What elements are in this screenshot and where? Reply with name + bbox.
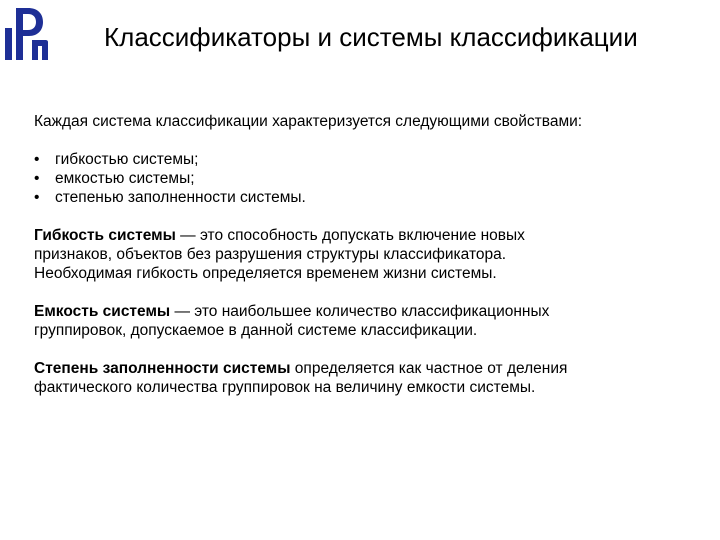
list-item [34,169,694,188]
definition-term: Емкость системы [34,303,171,320]
definition-text: Необходимая гибкость определяется временем жизни системы. [34,265,497,282]
property-label: емкостью системы; [55,170,195,187]
definition-text: группировок, допускаемое в данной системе классификации. [34,322,478,339]
property-label: степенью заполненности системы. [55,189,306,206]
definition-term: Степень заполненности системы [34,360,291,377]
list-item [34,150,694,169]
bullet-icon: • [34,151,40,168]
definition-text: — это способность допускать включение новых [175,227,525,244]
intro-text: Каждая система классификации характеризуется следующими свойствами: [34,113,583,130]
definition-flexibility [34,226,694,283]
property-label: гибкостью системы; [55,151,199,168]
definition-fill-degree [34,359,694,397]
definition-term: Гибкость системы [34,227,176,244]
bullet-icon: • [34,170,40,187]
bullet-icon: • [34,189,40,206]
definition-text: фактического количества группировок на величину емкости системы. [34,379,536,396]
page-title: Классификаторы и системы классификации [104,22,638,52]
definition-text: определяется как частное от деления [290,360,568,377]
definition-text: — это наибольшее количество классификационных [170,303,550,320]
properties-list [34,150,694,207]
definition-capacity [34,302,694,340]
definition-text: признаков, объектов без разрушения структуры классификатора. [34,246,507,263]
slide-body [34,112,694,416]
list-item [34,188,694,207]
university-logo-icon [2,4,52,62]
